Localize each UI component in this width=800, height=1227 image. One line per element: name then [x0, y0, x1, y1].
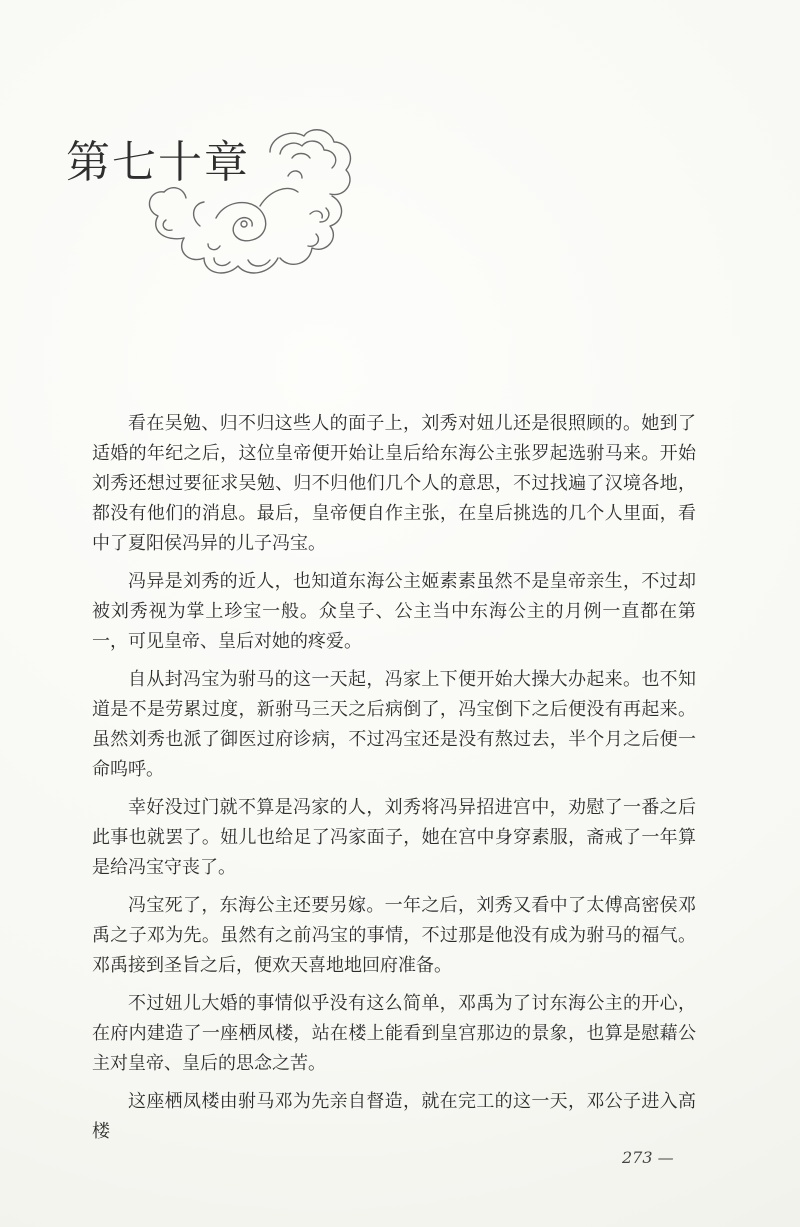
chapter-title: 第七十章 [66, 137, 250, 188]
paragraph: 幸好没过门就不算是冯家的人，刘秀将冯异招进宫中，劝慰了一番之后此事也就罢了。妞儿也给足了冯家面子，她在宫中身穿素服，斋戒了一年算是给冯宝守丧了。 [92, 797, 696, 878]
paragraph: 自从封冯宝为驸马的这一天起，冯家上下便开始大操大办起来。也不知道是不是劳累过度，新驸马三天之后病倒了，冯宝倒下之后便没有再起来。虽然刘秀也派了御医过府诊病，不过冯宝还是没有熬过去，半个月之后便一命呜呼。 [92, 669, 696, 780]
page-number: 273 — [622, 1148, 674, 1167]
paragraph: 看在吴勉、归不归这些人的面子上，刘秀对妞儿还是很照顾的。她到了适婚的年纪之后，这位皇帝便开始让皇后给东海公主张罗起选驸马来。开始刘秀还想过要征求吴勉、归不归他们几个人的意思，不过找遍了汉境各地，都没有他们的消息。最后，皇帝便自作主张，在皇后挑选的几个人里面，看中了夏阳侯冯异的儿子冯宝。 [92, 413, 696, 554]
paragraph: 不过妞儿大婚的事情似乎没有这么简单，邓禹为了讨东海公主的开心，在府内建造了一座栖凤楼，站在楼上能看到皇宫那边的景象，也算是慰藉公主对皇帝、皇后的思念之苦。 [92, 993, 696, 1074]
chapter-body [92, 409, 696, 1155]
paragraph: 冯宝死了，东海公主还要另嫁。一年之后，刘秀又看中了太傅高密侯邓禹之子邓为先。虽然有之前冯宝的事情，不过那是他没有成为驸马的福气。邓禹接到圣旨之后，便欢天喜地地回府准备。 [92, 895, 696, 976]
paragraph: 冯异是刘秀的近人，也知道东海公主姬素素虽然不是皇帝亲生，不过却被刘秀视为掌上珍宝一般。众皇子、公主当中东海公主的月例一直都在第一，可见皇帝、皇后对她的疼爱。 [92, 571, 696, 652]
paragraph: 这座栖凤楼由驸马邓为先亲自督造，就在完工的这一天，邓公子进入高楼 [92, 1091, 696, 1142]
